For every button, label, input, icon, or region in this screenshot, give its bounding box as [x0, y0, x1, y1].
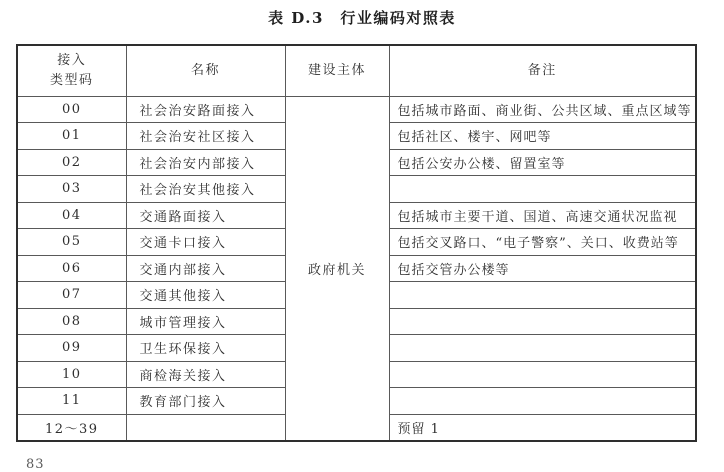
cell-remark: 包括城市路面、商业街、公共区域、重点区域等 [389, 96, 696, 123]
cell-remark [389, 361, 696, 388]
cell-name: 交通卡口接入 [126, 229, 285, 256]
table-title: 表 D.3 行业编码对照表 [268, 9, 456, 27]
cell-name: 交通路面接入 [126, 202, 285, 229]
cell-name: 交通其他接入 [126, 282, 285, 309]
header-builder: 建设主体 [285, 45, 389, 96]
industry-code-table [16, 44, 697, 442]
cell-name [126, 414, 285, 441]
page-number: 83 [26, 457, 45, 472]
cell-code: 06 [17, 255, 126, 282]
cell-code: 05 [17, 229, 126, 256]
cell-remark [389, 282, 696, 309]
cell-name: 社会治安其他接入 [126, 176, 285, 203]
cell-code: 08 [17, 308, 126, 335]
cell-remark: 包括社区、楼宇、网吧等 [389, 123, 696, 150]
cell-remark: 包括交叉路口、“电子警察”、关口、收费站等 [389, 229, 696, 256]
cell-code: 07 [17, 282, 126, 309]
cell-code: 03 [17, 176, 126, 203]
header-name: 名称 [126, 45, 285, 96]
cell-name: 社会治安路面接入 [126, 96, 285, 123]
header-remark: 备注 [389, 45, 696, 96]
cell-remark [389, 308, 696, 335]
cell-code: 09 [17, 335, 126, 362]
cell-code: 04 [17, 202, 126, 229]
cell-code: 00 [17, 96, 126, 123]
cell-code: 01 [17, 123, 126, 150]
table-row [17, 96, 696, 123]
cell-remark: 包括公安办公楼、留置室等 [389, 149, 696, 176]
cell-remark [389, 388, 696, 415]
header-access-type-code [17, 45, 126, 96]
cell-code: 02 [17, 149, 126, 176]
cell-name: 商检海关接入 [126, 361, 285, 388]
cell-remark: 包括交管办公楼等 [389, 255, 696, 282]
cell-code: 10 [17, 361, 126, 388]
cell-remark: 包括城市主要干道、国道、高速交通状况监视 [389, 202, 696, 229]
cell-name: 教育部门接入 [126, 388, 285, 415]
cell-builder-merged: 政府机关 [285, 96, 389, 441]
cell-name: 社会治安社区接入 [126, 123, 285, 150]
cell-remark [389, 176, 696, 203]
header-row [17, 45, 696, 96]
cell-code: 12～39 [17, 414, 126, 441]
cell-name: 城市管理接入 [126, 308, 285, 335]
cell-name: 社会治安内部接入 [126, 149, 285, 176]
header-access-type-code-line2: 类型码 [49, 72, 94, 88]
cell-remark: 预留 1 [389, 414, 696, 441]
cell-remark [389, 335, 696, 362]
cell-code: 11 [17, 388, 126, 415]
header-access-type-code-line1: 接入 [57, 52, 87, 68]
cell-name: 交通内部接入 [126, 255, 285, 282]
cell-name: 卫生环保接入 [126, 335, 285, 362]
